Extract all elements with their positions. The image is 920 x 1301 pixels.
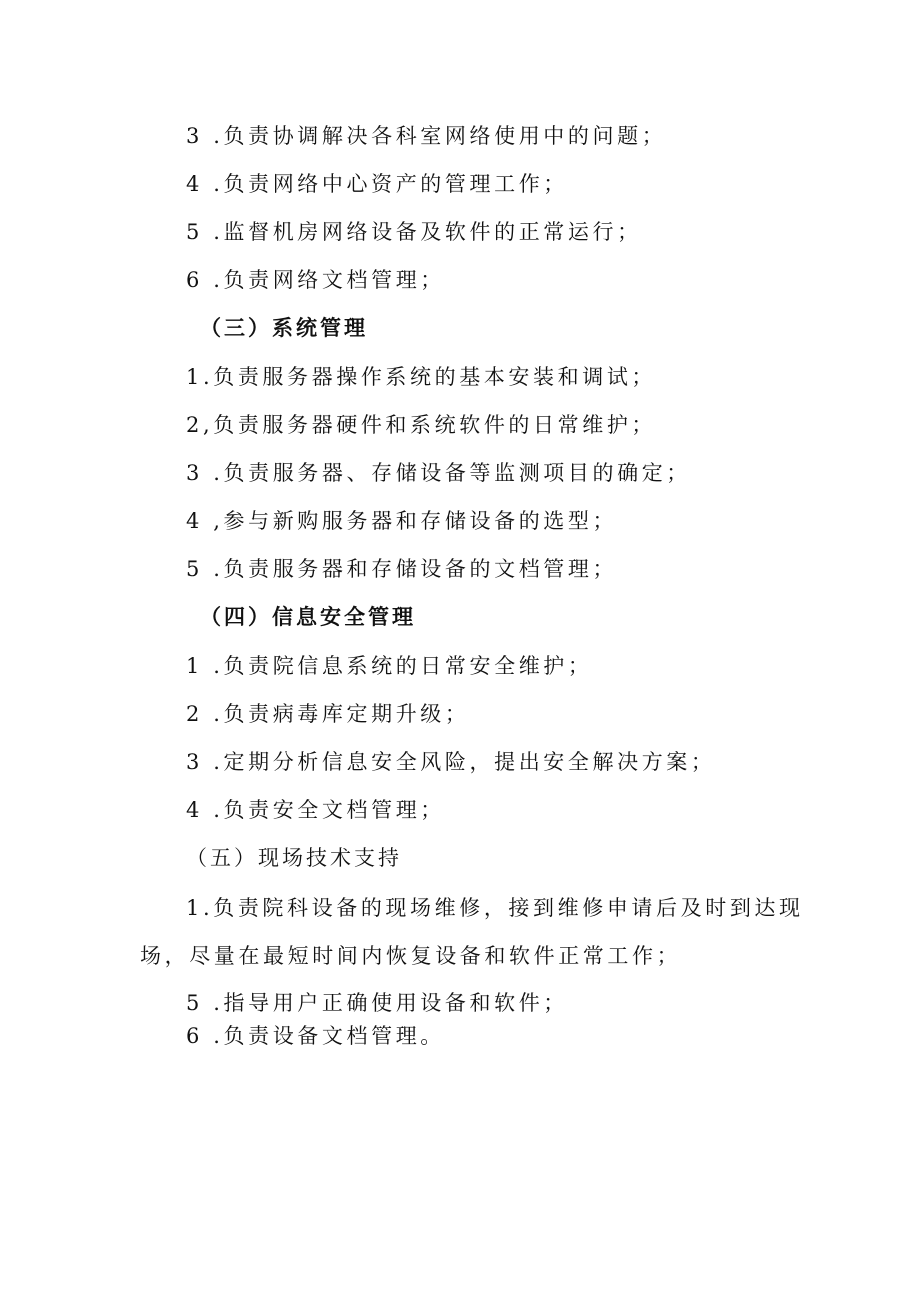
list-item: 6 .负责网络文档管理； bbox=[186, 268, 445, 292]
section-heading: （五）现场技术支持 bbox=[186, 846, 402, 870]
section-heading: （四）信息安全管理 bbox=[200, 605, 416, 629]
list-item: 5 .负责服务器和存储设备的文档管理； bbox=[186, 557, 618, 581]
section-heading: （三）系统管理 bbox=[200, 316, 368, 340]
list-item: 5 .监督机房网络设备及软件的正常运行； bbox=[186, 220, 642, 244]
list-item: 1 .负责院信息系统的日常安全维护； bbox=[186, 654, 593, 678]
list-item: 3 .定期分析信息安全风险，提出安全解决方案； bbox=[186, 750, 716, 774]
list-item: 2 .负责病毒库定期升级； bbox=[186, 702, 470, 726]
list-item: 4 .负责安全文档管理； bbox=[186, 798, 445, 822]
list-item: 4 .负责网络中心资产的管理工作； bbox=[186, 172, 568, 196]
list-item: 5 .指导用户正确使用设备和软件； bbox=[186, 991, 568, 1015]
list-item: 3 .负责协调解决各科室网络使用中的问题； bbox=[186, 124, 667, 148]
list-item: 2,负责服务器硬件和系统软件的日常维护； bbox=[186, 413, 657, 437]
list-item: 4 ,参与新购服务器和存储设备的选型； bbox=[186, 509, 618, 533]
list-item: 3 .负责服务器、存储设备等监测项目的确定； bbox=[186, 461, 691, 485]
list-item-continuation: 场，尽量在最短时间内恢复设备和软件正常工作； bbox=[140, 944, 682, 968]
list-item: 6 .负责设备文档管理。 bbox=[186, 1024, 445, 1048]
list-item: 1.负责服务器操作系统的基本安装和调试； bbox=[186, 365, 657, 389]
list-item: 1.负责院科设备的现场维修，接到维修申请后及时到达现 bbox=[186, 896, 804, 920]
